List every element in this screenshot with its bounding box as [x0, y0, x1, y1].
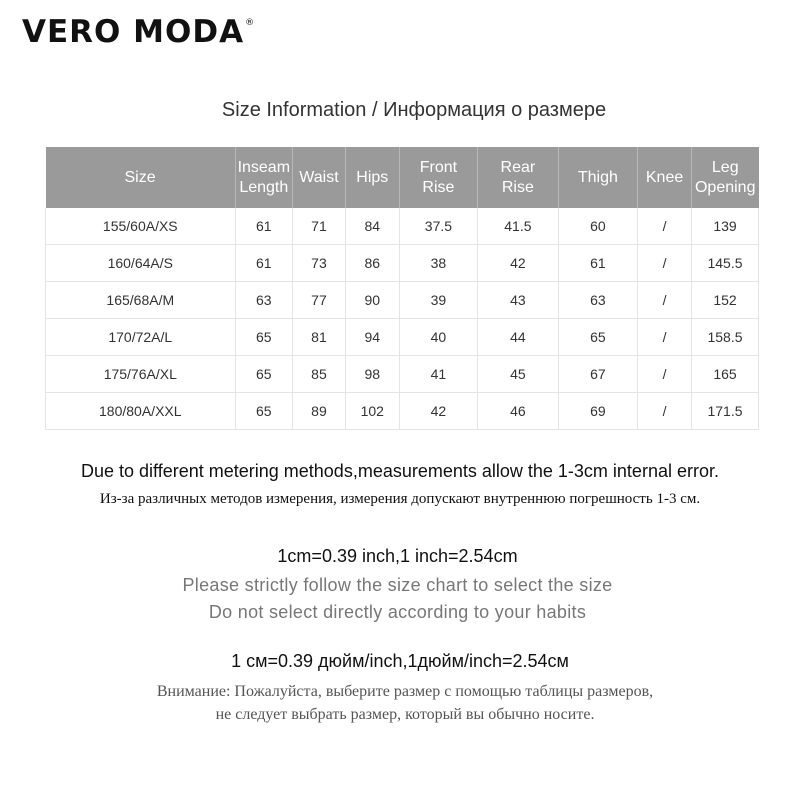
measurement-cell: 40: [399, 319, 478, 356]
unit-conversion-ru: 1 см=0.39 дюйм/inch,1дюйм/inch=2.54см: [231, 651, 569, 671]
measurement-cell: 46: [478, 393, 558, 430]
page-title: Size Information / Информация о размере: [221, 99, 607, 121]
measurement-error-note-ru: Из-за различных методов измерения, измерения допускают внутреннюю погрешность 1-3 см.: [99, 491, 701, 507]
measurement-cell: 71: [293, 208, 346, 245]
measurement-cell: /: [638, 319, 692, 356]
size-table: [45, 147, 759, 430]
registered-mark: ®: [245, 18, 256, 28]
measurement-cell: 65: [235, 319, 292, 356]
column-header-label: Length: [239, 178, 289, 196]
measurement-cell: 37.5: [399, 208, 478, 245]
column-header-label: Thigh: [577, 168, 618, 186]
measurement-cell: 152: [691, 282, 758, 319]
measurement-error-note-en: Due to different metering methods,measurements allow the 1-3cm internal error.: [81, 461, 719, 481]
column-header-label: Rear: [500, 158, 536, 176]
brand-logo: [22, 14, 255, 50]
column-header-label: Leg: [711, 158, 739, 176]
measurement-cell: 139: [691, 208, 758, 245]
warning-ru-line-2: не следует выбрать размер, который вы обычно носите.: [215, 706, 595, 723]
column-header: [558, 147, 638, 208]
measurement-cell: /: [638, 393, 692, 430]
column-header-label: Opening: [694, 178, 756, 196]
measurement-cell: /: [638, 208, 692, 245]
measurement-cell: 63: [558, 282, 638, 319]
column-header-label: Rise: [501, 178, 534, 196]
table-row: [46, 245, 759, 282]
brand-name: VERO MODA: [22, 14, 245, 50]
measurement-cell: 63: [235, 282, 292, 319]
unit-conversion-en: 1cm=0.39 inch,1 inch=2.54cm: [277, 546, 518, 566]
measurement-cell: 98: [345, 356, 399, 393]
table-header-row: [46, 147, 759, 208]
measurement-cell: 69: [558, 393, 638, 430]
column-header: [46, 147, 236, 208]
follow-chart-note: Please strictly follow the size chart to select the size: [182, 575, 613, 595]
column-header-label: Inseam: [237, 158, 291, 176]
measurement-cell: 65: [235, 393, 292, 430]
column-header: [478, 147, 558, 208]
size-cell: 155/60A/XS: [46, 208, 236, 245]
measurement-cell: 89: [293, 393, 346, 430]
column-header: [638, 147, 692, 208]
size-cell: 180/80A/XXL: [46, 393, 236, 430]
measurement-cell: 42: [399, 393, 478, 430]
measurement-cell: 102: [345, 393, 399, 430]
measurement-cell: 61: [235, 245, 292, 282]
measurement-cell: 65: [235, 356, 292, 393]
measurement-cell: 73: [293, 245, 346, 282]
size-cell: 170/72A/L: [46, 319, 236, 356]
column-header: [235, 147, 292, 208]
table-row: [46, 356, 759, 393]
measurement-cell: 81: [293, 319, 346, 356]
column-header: [345, 147, 399, 208]
measurement-cell: 38: [399, 245, 478, 282]
measurement-cell: 94: [345, 319, 399, 356]
measurement-cell: 45: [478, 356, 558, 393]
size-cell: 160/64A/S: [46, 245, 236, 282]
measurement-cell: 84: [345, 208, 399, 245]
measurement-cell: 41.5: [478, 208, 558, 245]
size-cell: 165/68A/M: [46, 282, 236, 319]
measurement-cell: 77: [293, 282, 346, 319]
table-body: [46, 208, 759, 430]
measurement-cell: 61: [235, 208, 292, 245]
measurement-cell: /: [638, 245, 692, 282]
column-header-label: Hips: [356, 168, 389, 186]
measurement-cell: 43: [478, 282, 558, 319]
measurement-cell: /: [638, 282, 692, 319]
column-header: [293, 147, 346, 208]
measurement-cell: 44: [478, 319, 558, 356]
habits-note: Do not select directly according to your habits: [208, 602, 587, 622]
measurement-cell: 41: [399, 356, 478, 393]
measurement-cell: 39: [399, 282, 478, 319]
table-row: [46, 393, 759, 430]
column-header-label: Front: [419, 158, 458, 176]
table-row: [46, 282, 759, 319]
column-header-label: Knee: [645, 168, 684, 186]
measurement-cell: 86: [345, 245, 399, 282]
warning-ru-line-1: Внимание: Пожалуйста, выберите размер с помощью таблицы размеров,: [156, 683, 654, 700]
measurement-cell: 61: [558, 245, 638, 282]
table-row: [46, 319, 759, 356]
measurement-cell: 165: [691, 356, 758, 393]
measurement-cell: 145.5: [691, 245, 758, 282]
table-row: [46, 208, 759, 245]
column-header-label: Rise: [422, 178, 455, 196]
measurement-cell: 42: [478, 245, 558, 282]
column-header: [399, 147, 478, 208]
column-header-label: Size: [124, 168, 156, 186]
measurement-cell: 171.5: [691, 393, 758, 430]
measurement-cell: /: [638, 356, 692, 393]
measurement-cell: 90: [345, 282, 399, 319]
measurement-cell: 85: [293, 356, 346, 393]
column-header: [691, 147, 758, 208]
measurement-cell: 60: [558, 208, 638, 245]
measurement-cell: 158.5: [691, 319, 758, 356]
measurement-cell: 65: [558, 319, 638, 356]
column-header-label: Waist: [299, 168, 339, 186]
measurement-cell: 67: [558, 356, 638, 393]
size-cell: 175/76A/XL: [46, 356, 236, 393]
